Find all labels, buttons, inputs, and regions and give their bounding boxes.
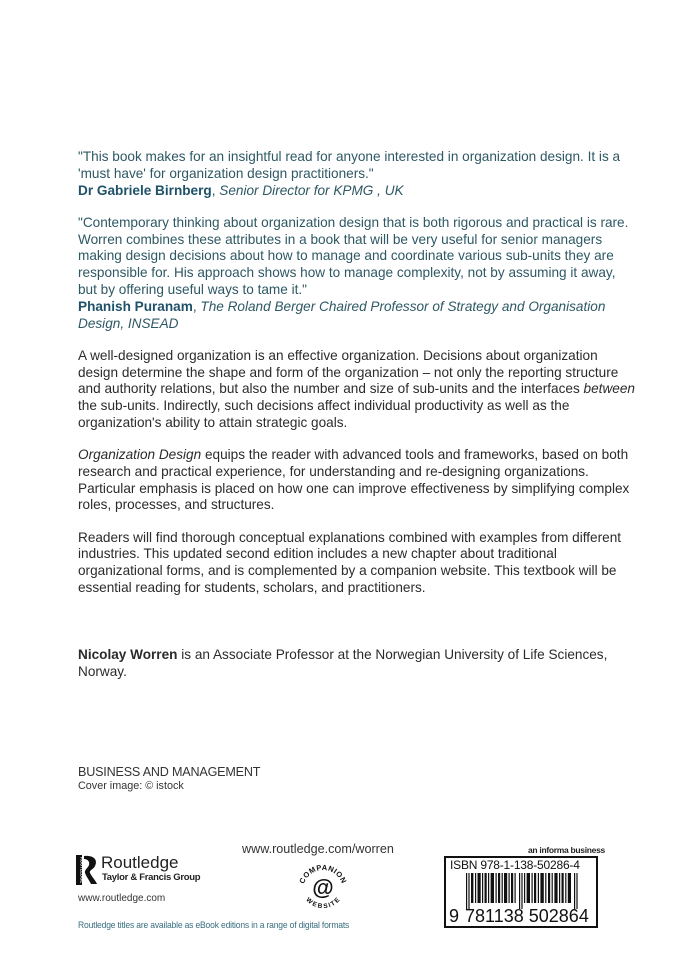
author-bio [78,647,638,680]
svg-text:WEBSITE: WEBSITE [304,896,342,911]
svg-text:@: @ [312,875,334,900]
barcode-digits: 9 781138 502864 [449,906,589,926]
cover-image-credit: Cover image: © istock [78,780,184,792]
endorsements [78,149,638,348]
author-bio-text: is an Associate Professor at the Norwegian University of Life Sciences, Norway. [78,647,608,679]
quote-author-title: The Roland Berger Chaired Professor of Strategy and Organisation Design, INSEAD [78,298,606,331]
svg-text:COMPANION: COMPANION [297,862,349,885]
publisher-group: Taylor & Francis Group [102,872,201,883]
quote-text: "Contemporary thinking about organization design that is both rigorous and practical is rare. Worren combines these attributes in a book that will be very useful for senior managers making design decisions about how to manage and coordinate various sub-units they are responsible for. His approach shows how to manage complexity, not by assuming it away, but by offering useful ways to tame it." [78,214,629,298]
description-paragraph-1: A well-designed organization is an effective organization. Decisions about organization design determine the shape and form of the organization – not only the reporting structure and authority relations, but also the number and size of sub-units and the interfaces between the sub-units. Indirectly, such decisions affect individual productivity as well as the organization's ability to attain strategic goals. [78,348,635,430]
description-paragraph-2: Organization Design equips the reader with advanced tools and frameworks, based on both research and practical experience, for understanding and re-designing organizations. Particular emphasis is placed on how one can improve effectiveness by simplifying complex roles, processes, and structures. [78,447,630,513]
endorsement-1 [78,149,638,199]
emphasis-between: between [583,381,635,397]
quote-text: "This book makes for an insightful read for anyone interested in organization design. It is a 'must have' for organization design practitioners." [78,149,621,181]
barcode-bars-icon [466,873,578,909]
companion-website-url[interactable]: www.routledge.com/worren [242,842,394,856]
routledge-r-icon [76,855,98,885]
book-description [78,348,638,612]
quote-author-name: Dr Gabriele Birnberg [78,182,212,198]
quote-attribution: Phanish Puranam, The Roland Berger Chaired Professor of Strategy and Organisation Design, INSEAD [78,298,606,331]
quote-attribution: Dr Gabriele Birnberg, Senior Director for KPMG , UK [78,182,404,198]
publisher-name: Routledge [101,853,179,872]
svg-text:ROUTLEDGE: ROUTLEDGE [79,856,85,884]
publisher-url[interactable]: www.routledge.com [78,893,166,904]
isbn-label: ISBN 978-1-138-50286-4 [450,858,580,872]
companion-website-badge-icon [294,862,352,912]
quote-author-title: Senior Director for KPMG , UK [219,182,404,198]
endorsement-2 [78,215,638,333]
routledge-logo [76,855,206,885]
book-title-italic: Organization Design [78,447,202,463]
quote-author-name: Phanish Puranam [78,298,193,314]
informa-tagline: an informa business [528,845,605,855]
subject-category: BUSINESS AND MANAGEMENT [78,765,261,779]
description-paragraph-3: Readers will find thorough conceptual explanations combined with examples from different industries. This updated second edition includes a new chapter about traditional organizational forms, and is complemented by a companion website. This textbook will be essential reading for students, scholars, and practitioners. [78,529,622,595]
author-name: Nicolay Worren [78,647,178,662]
isbn-barcode [444,856,598,928]
ebook-availability-note: Routledge titles are available as eBook editions in a range of digital formats [78,920,350,931]
